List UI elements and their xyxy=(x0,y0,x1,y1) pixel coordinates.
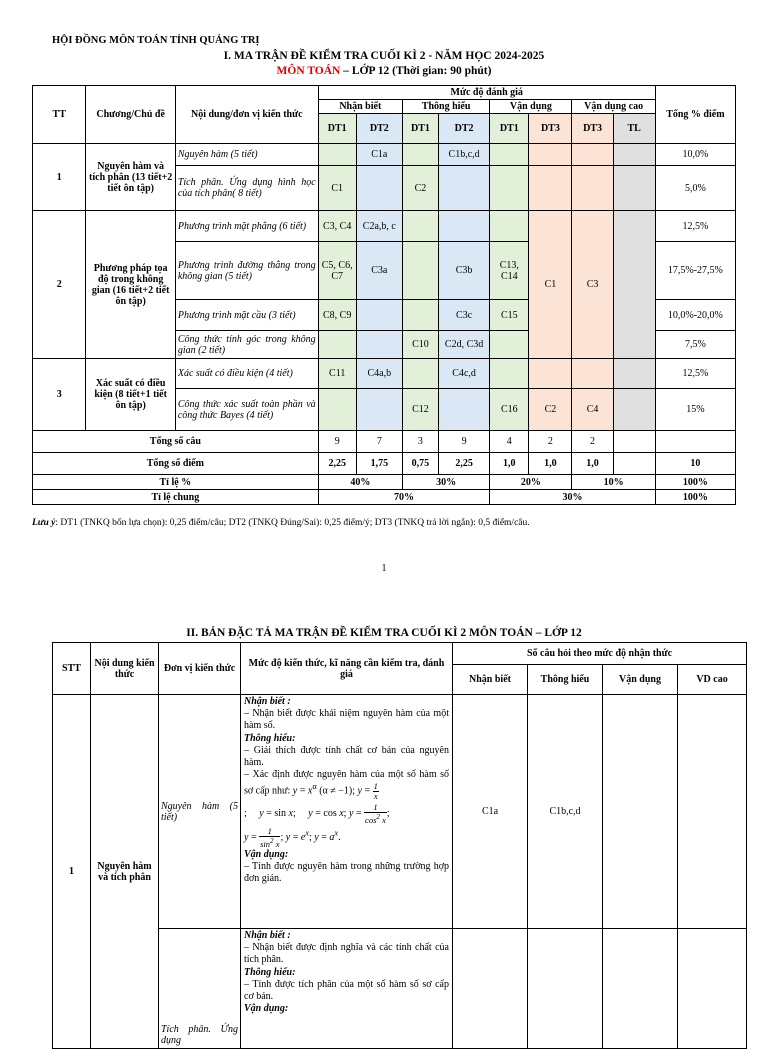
header-van-dung: Vận dụng xyxy=(603,665,678,695)
cell-nb-dt2: C3a xyxy=(356,242,402,300)
level-heading: Nhận biết : xyxy=(244,696,291,707)
cell-total: 10,0%-20,0% xyxy=(655,300,735,331)
ratio-value: 20% xyxy=(490,475,572,490)
cell-nhan-biet: C1a xyxy=(453,695,528,929)
table-row xyxy=(33,359,736,389)
cell-total: 5,0% xyxy=(655,166,735,211)
row-tt: 3 xyxy=(33,359,86,431)
count-value: 2 xyxy=(529,431,572,453)
summary-count-label: Tổng số câu xyxy=(33,431,319,453)
cell-th-dt2: C1b,c,d xyxy=(438,144,489,166)
cell-tl xyxy=(613,359,655,389)
level-description xyxy=(241,695,453,929)
header-vd-cao: VD cao xyxy=(678,665,747,695)
count-total xyxy=(655,431,735,453)
header-content: Nội dung/đơn vị kiến thức xyxy=(175,86,318,144)
cell-th-dt1: C2 xyxy=(402,166,438,211)
summary-row-points xyxy=(33,453,736,475)
cell-nb-dt1 xyxy=(318,389,356,431)
points-value: 2,25 xyxy=(438,453,489,475)
cell-th-dt1 xyxy=(402,144,438,166)
cell-th-dt1: C12 xyxy=(402,389,438,431)
cell-vd-dt1 xyxy=(490,331,529,359)
cell-vd-dt1: C15 xyxy=(490,300,529,331)
cell-vd-dt1 xyxy=(490,211,529,242)
level-heading: Vận dụng: xyxy=(244,1003,289,1015)
page-number: 1 xyxy=(381,563,387,574)
cell-vd-dt1 xyxy=(490,144,529,166)
cell-nb-dt1: C5, C6, C7 xyxy=(318,242,356,300)
cell-total: 7,5% xyxy=(655,331,735,359)
points-value-empty xyxy=(613,453,655,475)
cell-nb-dt1 xyxy=(318,144,356,166)
unit-name: Nguyên hàm (5 tiết) xyxy=(159,695,241,929)
spec-title: II. BẢN ĐẶC TẢ MA TRẬN ĐỀ KIỂM TRA CUỐI KÌ 2 MÔN TOÁN – LỚP 12 xyxy=(186,627,582,639)
header-stt: STT xyxy=(53,643,91,695)
cell-nb-dt2 xyxy=(356,331,402,359)
count-value: 9 xyxy=(438,431,489,453)
cell-nb-dt2: C1a xyxy=(356,144,402,166)
general-value: 70% xyxy=(318,490,490,505)
subject-label: MÔN TOÁN xyxy=(276,65,341,77)
header-dt1: DT1 xyxy=(490,114,529,144)
organization-name: HỘI ĐỒNG MÔN TOÁN TỈNH QUẢNG TRỊ xyxy=(52,35,260,46)
row-chapter: Nguyên hàm và tích phân (13 tiết+2 tiết ôn tập) xyxy=(86,144,175,211)
cell-tl xyxy=(613,144,655,166)
header-total: Tổng % điểm xyxy=(655,86,735,144)
summary-ratio-label: Tỉ lệ % xyxy=(33,475,319,490)
cell-nhan-biet xyxy=(453,929,528,1049)
row-tt: 1 xyxy=(33,144,86,211)
header-chapter: Chương/Chủ đề xyxy=(86,86,175,144)
cell-nb-dt2: C4a,b xyxy=(356,359,402,389)
ratio-value: 40% xyxy=(318,475,402,490)
count-value: 3 xyxy=(402,431,438,453)
cell-nb-dt1: C11 xyxy=(318,359,356,389)
cell-nb-dt2 xyxy=(356,166,402,211)
summary-row-count xyxy=(33,431,736,453)
cell-total: 10,0% xyxy=(655,144,735,166)
cell-vd-dt3 xyxy=(529,144,572,166)
cell-th-dt1 xyxy=(402,300,438,331)
cell-th-dt2: C4c,d xyxy=(438,359,489,389)
cell-th-dt2 xyxy=(438,389,489,431)
header-thong-hieu: Thông hiểu xyxy=(402,100,489,114)
cell-vdc-dt3 xyxy=(572,144,613,166)
cell-th-dt2: C2d, C3d xyxy=(438,331,489,359)
points-value: 1,0 xyxy=(572,453,613,475)
cell-vd-dt1 xyxy=(490,166,529,211)
cell-vd-dt1: C16 xyxy=(490,389,529,431)
header-dt1: DT1 xyxy=(402,114,438,144)
summary-points-label: Tổng số điểm xyxy=(33,453,319,475)
level-item: – Tính được nguyên hàm trong những trường hợp đơn giản. xyxy=(244,860,449,885)
cell-tl xyxy=(613,211,655,359)
cell-total: 12,5% xyxy=(655,359,735,389)
unit-name: Tích phân. Ứng dụng xyxy=(159,929,241,1049)
row-content: Công thức xác suất toàn phần và công thức Bayes (4 tiết) xyxy=(175,389,318,431)
cell-nb-dt1: C1 xyxy=(318,166,356,211)
summary-general-label: Tỉ lệ chung xyxy=(33,490,319,505)
cell-nb-dt1: C3, C4 xyxy=(318,211,356,242)
cell-vdc-dt3: C4 xyxy=(572,389,613,431)
points-value: 1,0 xyxy=(490,453,529,475)
count-value: 2 xyxy=(572,431,613,453)
general-value: 30% xyxy=(490,490,655,505)
cell-vd-cao xyxy=(678,929,747,1049)
matrix-subtitle xyxy=(0,65,768,77)
row-stt: 1 xyxy=(53,695,91,1049)
level-item: – Giải thích được tính chất cơ bản của nguyên hàm. xyxy=(244,744,449,769)
note-label: Lưu ý xyxy=(32,518,56,528)
row-content: Phương trình mặt cầu (3 tiết) xyxy=(175,300,318,331)
cell-vdc-dt3-merged: C3 xyxy=(572,211,613,359)
specification-table xyxy=(52,642,747,1049)
header-level: Mức độ kiến thức, kĩ năng cần kiểm tra, đánh giá xyxy=(241,643,453,695)
level-item: – Tính được tích phân của một số hàm số sơ cấp cơ bản. xyxy=(244,978,449,1003)
level-heading: Vận dụng: xyxy=(244,848,289,860)
ratio-value: 30% xyxy=(402,475,489,490)
points-value: 1,0 xyxy=(529,453,572,475)
formula-line: ; y = sin x; y = cos x; y = $\frac{1}{\cos^2 x}$ ; xyxy=(244,801,390,825)
points-value: 0,75 xyxy=(402,453,438,475)
formula-line: y = $\frac{1}{\sin^2 x}$ ; $y = e^x$; $y = a^x$. xyxy=(244,825,341,849)
cell-vd-dt3-merged: C1 xyxy=(529,211,572,359)
level-item: – Nhận biết được khái niệm nguyên hàm của một hàm số. xyxy=(244,708,449,732)
count-value: 7 xyxy=(356,431,402,453)
header-count: Số câu hỏi theo mức độ nhận thức xyxy=(453,643,747,665)
table-row xyxy=(33,144,736,166)
header-dt3: DT3 xyxy=(529,114,572,144)
row-tt: 2 xyxy=(33,211,86,359)
matrix-title: I. MA TRẬN ĐỀ KIỂM TRA CUỐI KÌ 2 - NĂM HỌC 2024-2025 xyxy=(223,50,545,62)
header-van-dung-cao: Vận dụng cao xyxy=(572,100,655,114)
cell-thong-hieu: C1b,c,d xyxy=(528,695,603,929)
cell-th-dt2: C3b xyxy=(438,242,489,300)
cell-nb-dt1 xyxy=(318,331,356,359)
cell-tl xyxy=(613,389,655,431)
level-heading: Thông hiểu: xyxy=(244,732,296,744)
row-content: Công thức tính góc trong không gian (2 tiết) xyxy=(175,331,318,359)
note-text: : DT1 (TNKQ bốn lựa chọn): 0,25 điểm/câu; DT2 (TNKQ Đúng/Sai): 0,25 điểm/ý; DT3 (TNKQ trả lời ngắn): 0,5 điểm/câu. xyxy=(55,518,530,528)
subject-detail: – LỚP 12 (Thời gian: 90 phút) xyxy=(340,65,492,77)
cell-vd-dt3 xyxy=(529,359,572,389)
table-row xyxy=(33,211,736,242)
cell-tl xyxy=(613,166,655,211)
count-value: 9 xyxy=(318,431,356,453)
cell-total: 15% xyxy=(655,389,735,431)
cell-th-dt1 xyxy=(402,359,438,389)
table-row xyxy=(53,695,747,929)
cell-vdc-dt3 xyxy=(572,359,613,389)
header-thong-hieu: Thông hiểu xyxy=(528,665,603,695)
row-content: Nguyên hàm và tích phân xyxy=(91,695,159,1049)
header-tt: TT xyxy=(33,86,86,144)
cell-vd-cao xyxy=(678,695,747,929)
level-heading: Nhận biết : xyxy=(244,930,291,941)
cell-th-dt1: C10 xyxy=(402,331,438,359)
cell-th-dt1 xyxy=(402,211,438,242)
cell-vd-dt3: C2 xyxy=(529,389,572,431)
header-dt1: DT1 xyxy=(318,114,356,144)
ratio-total: 100% xyxy=(655,475,735,490)
cell-nb-dt2: C2a,b, c xyxy=(356,211,402,242)
points-total: 10 xyxy=(655,453,735,475)
footnote xyxy=(32,518,530,528)
row-content: Xác suất có điều kiện (4 tiết) xyxy=(175,359,318,389)
cell-total: 17,5%-27,5% xyxy=(655,242,735,300)
formula-line: – Xác định được nguyên hàm của một số hàm số sơ cấp như: $y = x^\alpha$ (α ≠ −1); y = $\frac{1}{x}$ xyxy=(244,769,449,801)
points-value: 2,25 xyxy=(318,453,356,475)
fraction: $\frac{1}{\cos^2 x}$ xyxy=(365,801,386,825)
cell-van-dung xyxy=(603,929,678,1049)
level-heading: Thông hiểu: xyxy=(244,966,296,978)
level-description xyxy=(241,929,453,1049)
cell-th-dt2 xyxy=(438,211,489,242)
count-value: 4 xyxy=(490,431,529,453)
cell-th-dt1 xyxy=(402,242,438,300)
row-chapter: Xác suất có điều kiện (8 tiết+1 tiết ôn tập) xyxy=(86,359,175,431)
row-content: Phương trình mặt phẳng (6 tiết) xyxy=(175,211,318,242)
header-dt2: DT2 xyxy=(356,114,402,144)
points-value: 1,75 xyxy=(356,453,402,475)
cell-nb-dt2 xyxy=(356,300,402,331)
header-van-dung: Vận dụng xyxy=(490,100,572,114)
cell-vd-dt1: C13, C14 xyxy=(490,242,529,300)
fraction: $\frac{1}{x}$ xyxy=(373,780,378,801)
row-content: Nguyên hàm (5 tiết) xyxy=(175,144,318,166)
header-content: Nội dung kiến thức xyxy=(91,643,159,695)
row-chapter: Phương pháp tọa độ trong không gian (16 tiết+2 tiết ôn tập) xyxy=(86,211,175,359)
header-tl: TL xyxy=(613,114,655,144)
cell-total: 12,5% xyxy=(655,211,735,242)
level-item: – Xác định được nguyên hàm của một số hàm số sơ cấp như: xyxy=(244,769,449,797)
ratio-value: 10% xyxy=(572,475,655,490)
fraction: $\frac{1}{\sin^2 x}$ xyxy=(260,825,280,849)
count-value xyxy=(613,431,655,453)
cell-vd-dt1 xyxy=(490,359,529,389)
level-item: – Nhận biết được định nghĩa và các tính chất của tích phân. xyxy=(244,942,449,966)
cell-vdc-dt3 xyxy=(572,166,613,211)
row-content: Phương trình đường thẳng trong không gian (5 tiết) xyxy=(175,242,318,300)
cell-thong-hieu xyxy=(528,929,603,1049)
row-content: Tích phân. Ứng dụng hình học của tích phân( 8 tiết) xyxy=(175,166,318,211)
cell-nb-dt1: C8, C9 xyxy=(318,300,356,331)
header-unit: Đơn vị kiến thức xyxy=(159,643,241,695)
header-dt3: DT3 xyxy=(572,114,613,144)
header-nhan-biet: Nhận biết xyxy=(453,665,528,695)
cell-th-dt2 xyxy=(438,166,489,211)
cell-vd-dt3 xyxy=(529,166,572,211)
header-level: Mức độ đánh giá xyxy=(318,86,655,100)
general-total: 100% xyxy=(655,490,735,505)
summary-row-ratio xyxy=(33,475,736,490)
cell-th-dt2: C3c xyxy=(438,300,489,331)
header-nhan-biet: Nhận biết xyxy=(318,100,402,114)
cell-van-dung xyxy=(603,695,678,929)
summary-row-general xyxy=(33,490,736,505)
header-dt2: DT2 xyxy=(438,114,489,144)
cell-nb-dt2 xyxy=(356,389,402,431)
assessment-matrix-table xyxy=(32,85,736,505)
